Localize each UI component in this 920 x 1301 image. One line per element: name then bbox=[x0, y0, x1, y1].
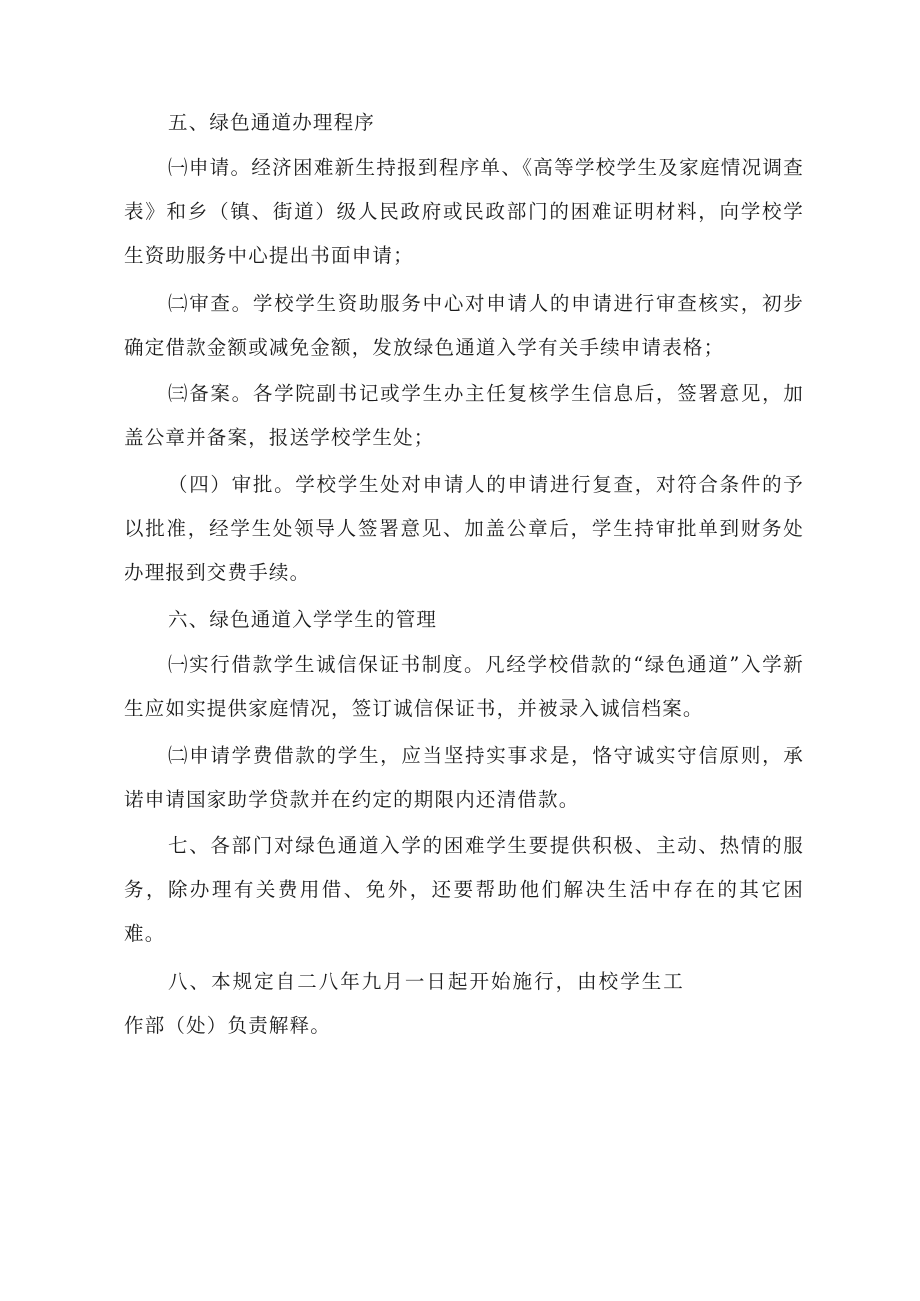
paragraph-department-service: 七、各部门对绿色通道入学的困难学生要提供积极、主动、热情的服务，除办理有关费用借、免外，还要帮助他们解决生活中存在的其它困难。 bbox=[124, 834, 804, 945]
paragraph-filing: ㈢备案。各学院副书记或学生办主任复核学生信息后，签署意见，加盖公章并备案，报送学校学生处； bbox=[124, 382, 804, 449]
paragraph-application: ㈠申请。经济困难新生持报到程序单、《高等学校学生及家庭情况调查表》和乡（镇、街道）级人民政府或民政部门的困难证明材料，向学校学生资助服务中心提出书面申请； bbox=[124, 156, 804, 267]
section-heading-6: 六、绿色通道入学学生的管理 bbox=[168, 608, 438, 631]
paragraph-tuition-loan: ㈡申请学费借款的学生，应当坚持实事求是，恪守诚实守信原则，承诺申请国家助学贷款并在约定的期限内还清借款。 bbox=[124, 744, 804, 811]
paragraph-review: ㈡审查。学校学生资助服务中心对申请人的申请进行审查核实，初步确定借款金额或减免金额，发放绿色通道入学有关手续申请表格； bbox=[124, 292, 804, 359]
paragraph-effective-date: 八、本规定自二八年九月一日起开始施行，由校学生工作部（处）负责解释。 bbox=[124, 970, 684, 1037]
section-heading-5: 五、绿色通道办理程序 bbox=[168, 111, 376, 134]
paragraph-integrity-pledge: ㈠实行借款学生诚信保证书制度。凡经学校借款的“绿色通道”入学新生应如实提供家庭情况，签订诚信保证书，并被录入诚信档案。 bbox=[124, 653, 804, 720]
paragraph-approval: （四）审批。学校学生处对申请人的申请进行复查，对符合条件的予以批准，经学生处领导人签署意见、加盖公章后，学生持审批单到财务处办理报到交费手续。 bbox=[124, 473, 804, 584]
